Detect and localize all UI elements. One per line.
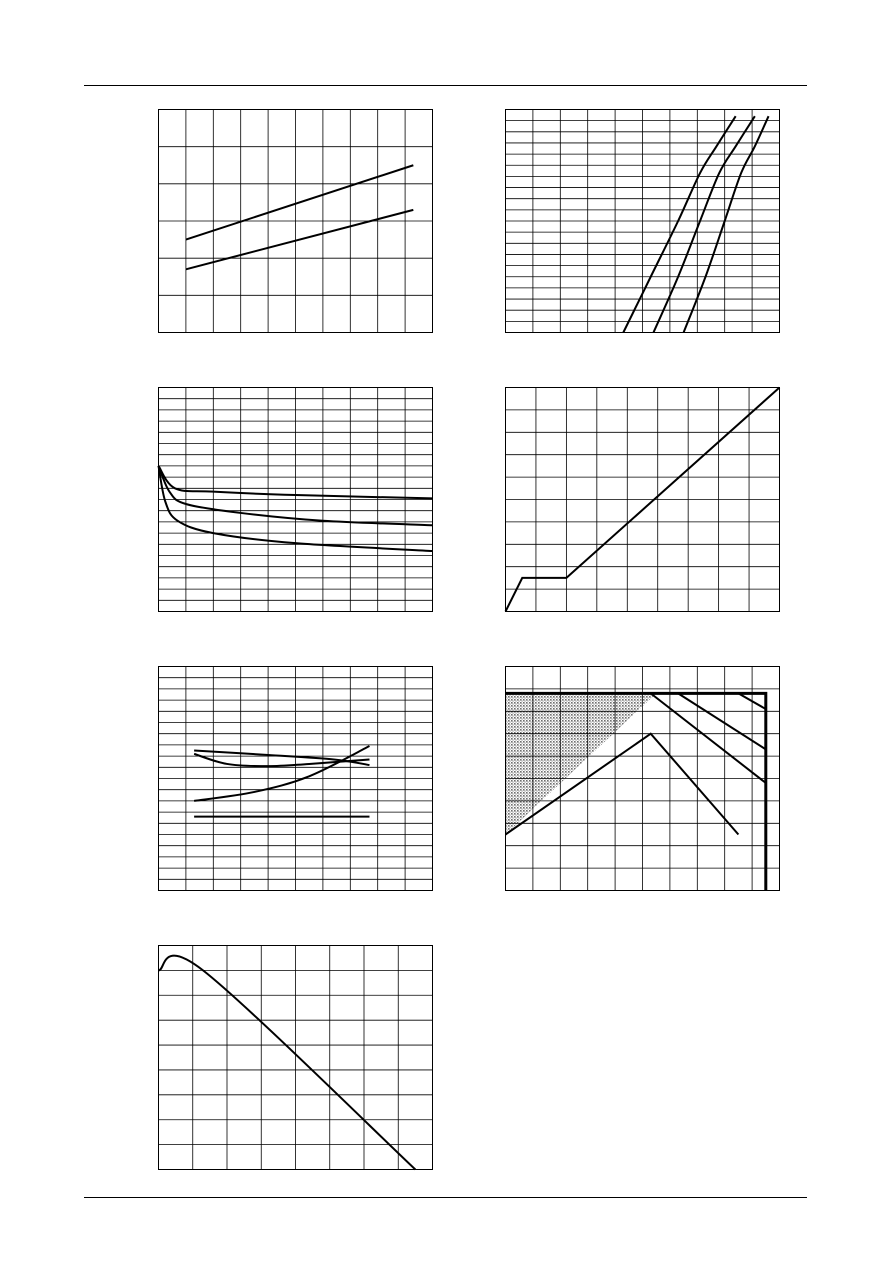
chart-panel-4 — [505, 387, 780, 612]
chart-3-plot — [158, 387, 433, 612]
chart-2-plot — [505, 109, 780, 333]
chart-panel-6 — [505, 666, 780, 891]
grid — [159, 388, 433, 612]
chart-7-plot — [158, 945, 433, 1170]
chart-panel-1 — [158, 109, 433, 333]
grid — [159, 946, 433, 1170]
chart-5-plot — [158, 666, 433, 891]
safe-operating-area — [506, 693, 657, 834]
series-line-3 — [194, 746, 369, 801]
chart-4-plot — [505, 387, 780, 612]
series-line-2 — [653, 116, 754, 332]
footer-rule — [84, 1197, 807, 1198]
grid — [159, 667, 433, 891]
chart-panel-3 — [158, 387, 433, 612]
chart-panel-5 — [158, 666, 433, 891]
chart-panel-7 — [158, 945, 433, 1170]
series-line-3 — [684, 116, 769, 332]
grid — [159, 110, 433, 333]
chart-6-plot — [505, 666, 780, 891]
chart-panel-2 — [505, 109, 780, 333]
series-line-2 — [186, 210, 413, 269]
series-line-1 — [159, 956, 416, 1170]
header-rule — [84, 85, 807, 86]
series-line-1 — [623, 116, 735, 332]
chart-1-plot — [158, 109, 433, 333]
series-line-1 — [186, 165, 413, 239]
